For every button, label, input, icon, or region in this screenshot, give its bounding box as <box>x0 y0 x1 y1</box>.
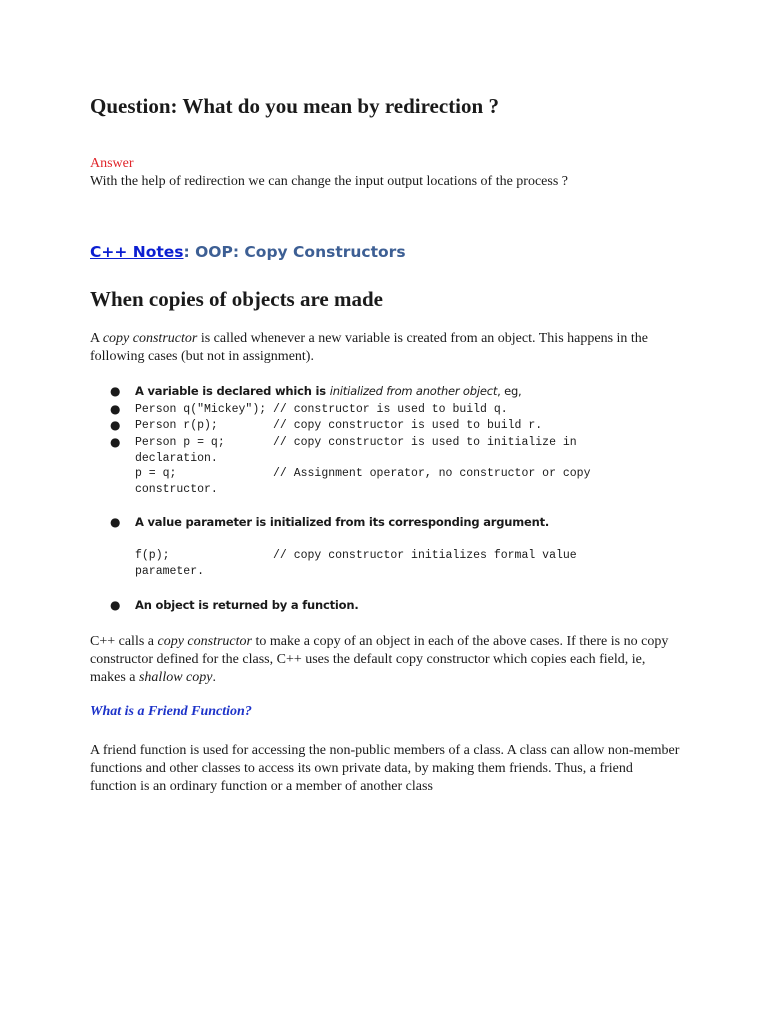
code-line-3: Person p = q; // copy constructor is used to initialize in declaration. p = q; // Assignment operator, no constructor or copy constructor. <box>135 436 591 496</box>
case-1-emphasis: initialized from another object <box>329 384 498 398</box>
bullet-icon: ● <box>110 515 121 529</box>
summary-prefix: C++ calls a <box>90 634 158 649</box>
notes-title: OOP: Copy Constructors <box>195 243 406 261</box>
summary-emphasis-1: copy constructor <box>157 634 252 649</box>
code-line-4: f(p); // copy constructor initializes formal value parameter. <box>135 549 577 578</box>
section-heading: When copies of objects are made <box>90 287 383 311</box>
case-1-text <box>135 384 670 398</box>
bullet-icon: ● <box>110 402 121 416</box>
answer-text: With the help of redirection we can change the input output locations of the process ? <box>90 174 569 189</box>
code-line-2: Person r(p); // copy constructor is used to build r. <box>135 419 543 432</box>
summary-middle: to make a copy of an object in each of the above cases. If there is no copy constructor defined for the class, C++ uses the default copy constructor which copies each field, ie, makes a <box>90 634 669 685</box>
notes-separator: : <box>183 243 196 261</box>
question-title: Question: What do you mean by redirection ? <box>90 94 499 118</box>
intro-emphasis: copy constructor <box>102 331 198 346</box>
bullet-icon: ● <box>110 598 121 612</box>
bullet-icon: ● <box>110 418 121 432</box>
notes-heading <box>90 243 406 261</box>
intro-suffix: is called whenever a new variable is created from an object. This happens in the following cases (but not in assignment). <box>90 331 649 364</box>
friend-function-heading: What is a Friend Function? <box>90 704 252 719</box>
answer-label: Answer <box>90 156 134 171</box>
intro-paragraph <box>90 330 682 366</box>
summary-emphasis-2: shallow copy <box>138 670 213 685</box>
case-1-prefix: A variable is declared which is <box>135 384 330 398</box>
case-1-suffix: , eg, <box>497 384 522 398</box>
case-2-text: A value parameter is initialized from its corresponding argument. <box>135 515 550 529</box>
intro-prefix: A <box>90 331 103 346</box>
bullet-icon: ● <box>110 384 121 398</box>
code-line-1: Person q("Mickey"); // constructor is used to build q. <box>135 403 508 416</box>
summary-suffix: . <box>212 670 216 685</box>
cpp-notes-link[interactable]: C++ Notes <box>90 243 184 261</box>
case-3-text: An object is returned by a function. <box>135 598 359 612</box>
friend-function-paragraph: A friend function is used for accessing the non-public members of a class. A class can allow non-member functions and other classes to access its own private data, by making them friends. Thus, a friend function is an ordinary function or a member of another class <box>90 743 680 794</box>
bullet-icon: ● <box>110 435 121 449</box>
summary-paragraph <box>90 633 682 687</box>
